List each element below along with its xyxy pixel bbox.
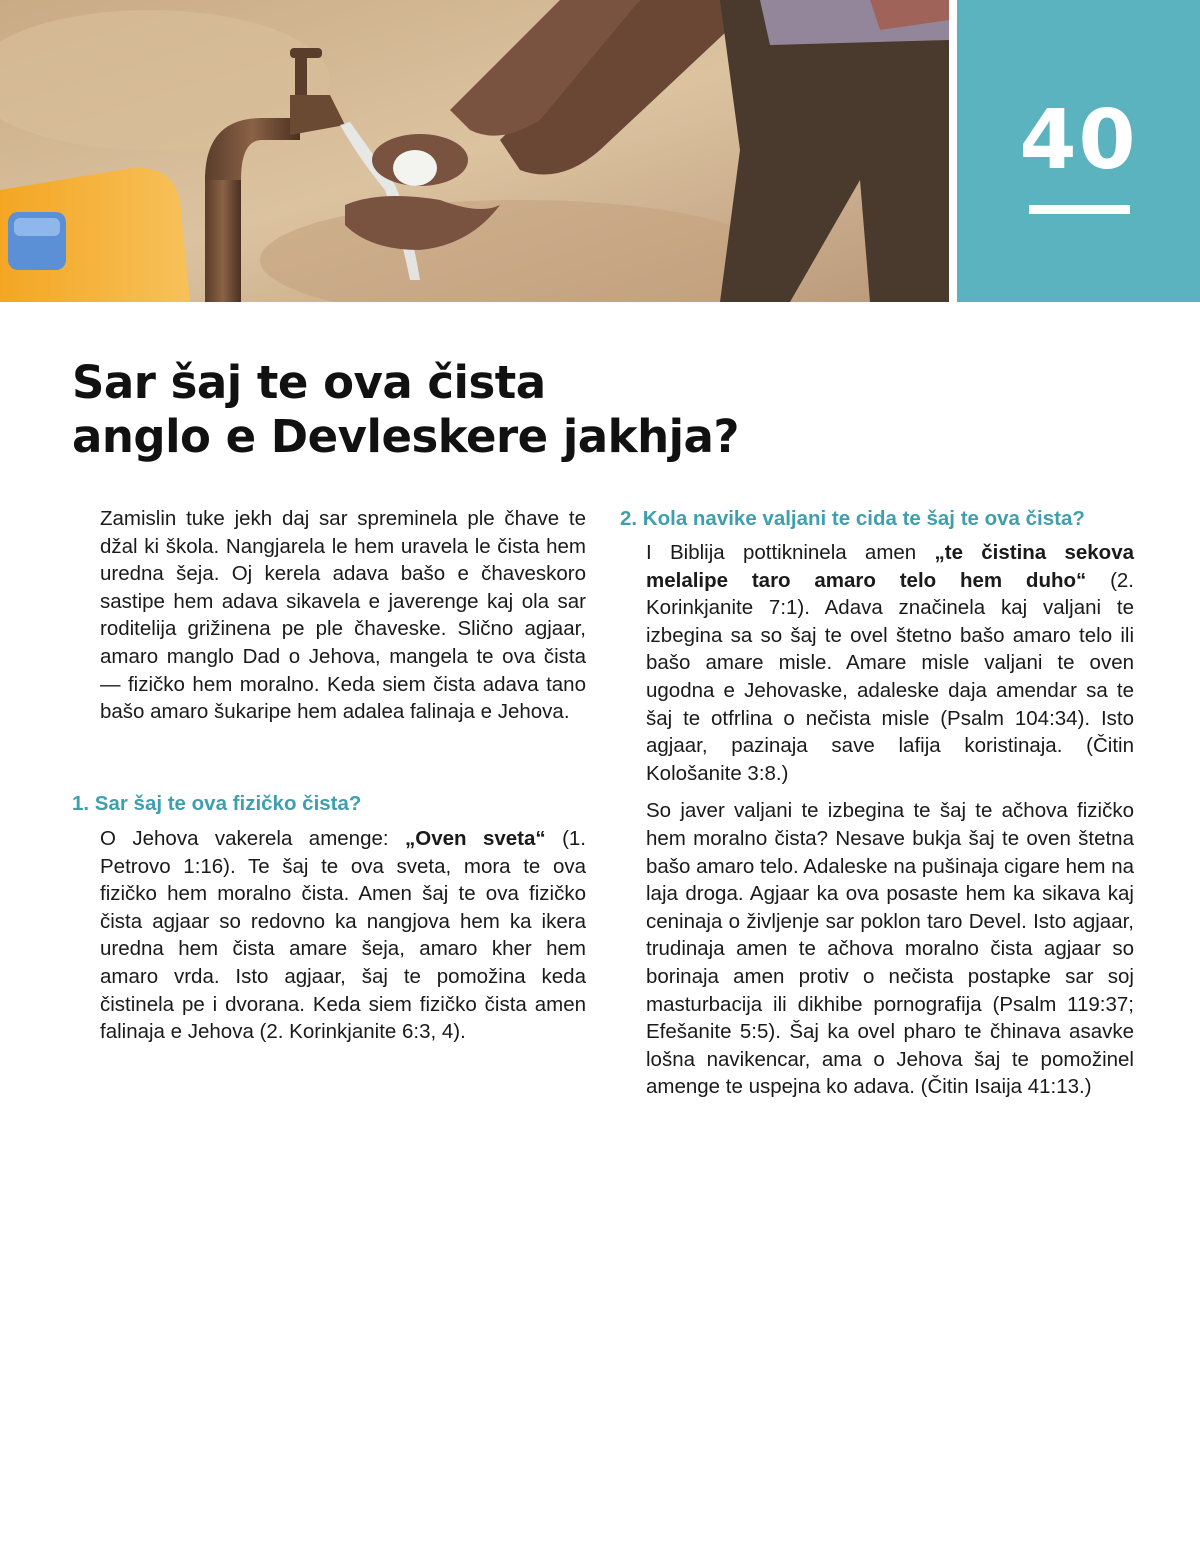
section-2 <box>620 505 1134 533</box>
section-2-paragraph-2: So javer valjani te izbegina te šaj te ačhova fizičko hem moralno čista? Nesave bukja šaj te oven štetna bašo amaro telo. Adaleske na pušinaja cigare hem na laja droga. Agjaar ka ova posaste hem ka sikava kaj ceninaja o življenje sar poklon taro Devel. Isto agjaar, trudinaja amen te ačhova moralno čista agjaar so borinaja amen protiv o nečista postapke sar soj masturbacija ili dikhibe pornografija (Psalm 119:37; Efešanite 5:5). Šaj ka ovel pharo te čhinava asavke lošna navikencar, ama o Jehova šaj te pomožinel amenge te uspejna ko adava. (Čitin Isaija 41:13.) <box>646 799 1134 1099</box>
section-2-text-end: (2. Korinkjanite 7:1). Adava značinela kaj valjani te izbegina sa so šaj te ovel štetno bašo amaro telo ili bašo amare misle. Amare misle valjani te oven ugodna e Jehovaske, adaleske daja amendar sa te šaj te otfrlina o nečista misle (Psalm 104:34). Isto agjaar, pazinaja save lafija koristinaja. (Čitin Kološanite 3:8.) <box>646 568 1134 785</box>
section-1-text-end: (1. Petrovo 1:16). Te šaj te ova sveta, mora te ova fizičko hem moralno čista. Amen šaj te ova fizičko čista agjaar so redovno ka nangjova hem ka ikera uredna hem čista amare šeja, amaro kher hem amaro vrda. Isto agjaar, šaj te pomožina keda čistinela pe i dvorana. Keda siem fizičko čista amen falinaja e Jehova (2. Korinkjanite 6:3, 4). <box>100 827 586 1044</box>
lesson-number-panel <box>957 0 1200 302</box>
section-2-heading: 2. Kola navike valjani te cida te šaj te ova čista? <box>620 507 1085 530</box>
section-1-text-start: O Jehova vakerela amenge: <box>100 827 406 850</box>
page-title-line-2: anglo e Devleskere jakhja? <box>72 410 740 463</box>
section-1-quote: „Oven sveta“ <box>405 827 546 850</box>
header-photo <box>0 0 949 302</box>
section-1-paragraph <box>100 825 586 1046</box>
section-2-paragraph-1 <box>646 539 1134 787</box>
section-1 <box>72 790 586 818</box>
section-2-body <box>646 539 1134 1111</box>
lesson-number: 40 <box>1019 93 1138 188</box>
section-2-quote: „te čistina sekova melalipe taro amaro telo hem duho“ <box>646 541 1135 592</box>
intro-column <box>100 505 586 736</box>
section-1-body <box>100 825 586 1056</box>
lesson-number-underline <box>1029 205 1130 214</box>
page-title-line-1: Sar šaj te ova čista <box>72 356 546 409</box>
intro-paragraph: Zamislin tuke jekh daj sar spreminela ple čhave te džal ki škola. Nangjarela le hem uravela le čista hem uredna šeja. Oj kerela adava bašo e čhaveskoro sastipe hem adava sikavela e javerenge kaj ola sar roditelija grižinena pe ple čhaveske. Slično agjaar, amaro manglo Dad o Jehova, mangela te ova čista — fizičko hem moralno. Keda siem čista adava tano bašo amaro šukaripe hem adalea falinaja e Jehova. <box>100 507 586 724</box>
page-title <box>72 356 872 464</box>
section-2-text-start: I Biblija pottikninela amen <box>646 541 935 564</box>
section-1-heading: 1. Sar šaj te ova fizičko čista? <box>72 792 362 815</box>
